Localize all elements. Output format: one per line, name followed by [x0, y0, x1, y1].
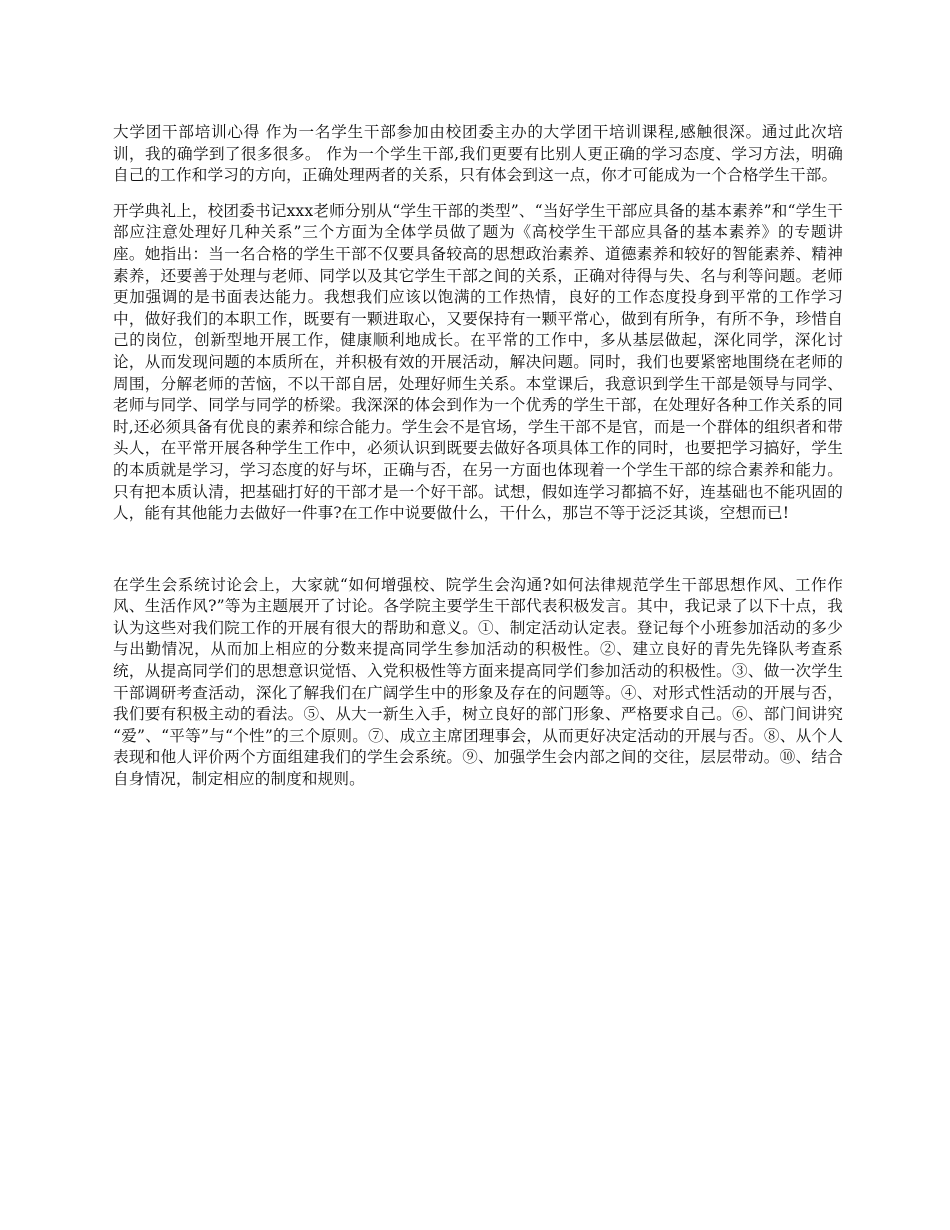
- document-body: [113, 122, 843, 791]
- paragraph-intro: 大学团干部培训心得 作为一名学生干部参加由校团委主办的大学团干培训课程,感触很深。通过此次培训，我的确学到了很多很多。 作为一个学生干部,我们更要有比别人更正确的学习态度、学习方法，明确自己的工作和学习的方向，正确处理两者的关系，只有体会到这一点，你才可能成为一个合格学生干部。: [113, 123, 843, 185]
- paragraph-opening-ceremony: 开学典礼上，校团委书记xxx老师分别从“学生干部的类型”、“当好学生干部应具备的基本素养”和“学生干部应注意处理好几种关系”三个方面为全体学员做了题为《高校学生干部应具备的基本素养》的专题讲座。她指出：当一名合格的学生干部不仅要具备较高的思想政治素养、道德素养和较好的智能素养、精神素养，还要善于处理与老师、同学以及其它学生干部之间的关系，正确对待得与失、名与利等问题。老师更加强调的是书面表达能力。我想我们应该以饱满的工作热情，良好的工作态度投身到平常的工作学习中，做好我们的本职工作，既要有一颗进取心，又要保持有一颗平常心，做到有所争，有所不争，珍惜自己的岗位，创新型地开展工作，健康顺利地成长。在平常的工作中，多从基层做起，深化同学，深化讨论，从而发现问题的本质所在，并积极有效的开展活动，解决问题。同时，我们也要紧密地围绕在老师的周围，分解老师的苦恼，不以干部自居，处理好师生关系。本堂课后，我意识到学生干部是领导与同学、老师与同学、同学与同学的桥梁。我深深的体会到作为一个优秀的学生干部，在处理好各种工作关系的同时,还必须具备有优良的素养和综合能力。学生会不是官场，学生干部不是官，而是一个群体的组织者和带头人，在平常开展各种学生工作中，必须认识到既要去做好各项具体工作的同时，也要把学习搞好，学生的本质就是学习，学习态度的好与坏，正确与否，在另一方面也体现着一个学生干部的综合素养和能力。只有把本质认清，把基础打好的干部才是一个好干部。试想，假如连学习都搞不好，连基础也不能巩固的人，能有其他能力去做好一件事?在工作中说要做什么，干什么，那岂不等于泛泛其谈，空想而已!: [113, 201, 843, 523]
- paragraph-discussion-meeting: 在学生会系统讨论会上，大家就“如何增强校、院学生会沟通?如何法律规范学生干部思想作风、工作作风、生活作风?”等为主题展开了讨论。各学院主要学生干部代表积极发言。其中，我记录了以下十点，我认为这些对我们院工作的开展有很大的帮助和意义。①、制定活动认定表。登记每个小班参加活动的多少与出勤情况，从而加上相应的分数来提高同学生参加活动的积极性。②、建立良好的青先先锋队考查系统，从提高同学们的思想意识觉悟、入党积极性等方面来提高同学们参加活动的积极性。③、做一次学生干部调研考查活动，深化了解我们在广阔学生中的形象及存在的问题等。④、对形式性活动的开展与否，我们要有积极主动的看法。⑤、从大一新生入手，树立良好的部门形象、严格要求自己。⑥、部门间讲究 “爱”、“平等”与“个性”的三个原则。⑦、成立主席团理事会，从而更好决定活动的开展与否。⑧、从个人表现和他人评价两个方面组建我们的学生会系统。⑨、加强学生会内部之间的交往，层层带动。⑩、结合自身情况，制定相应的制度和规则。: [113, 575, 843, 789]
